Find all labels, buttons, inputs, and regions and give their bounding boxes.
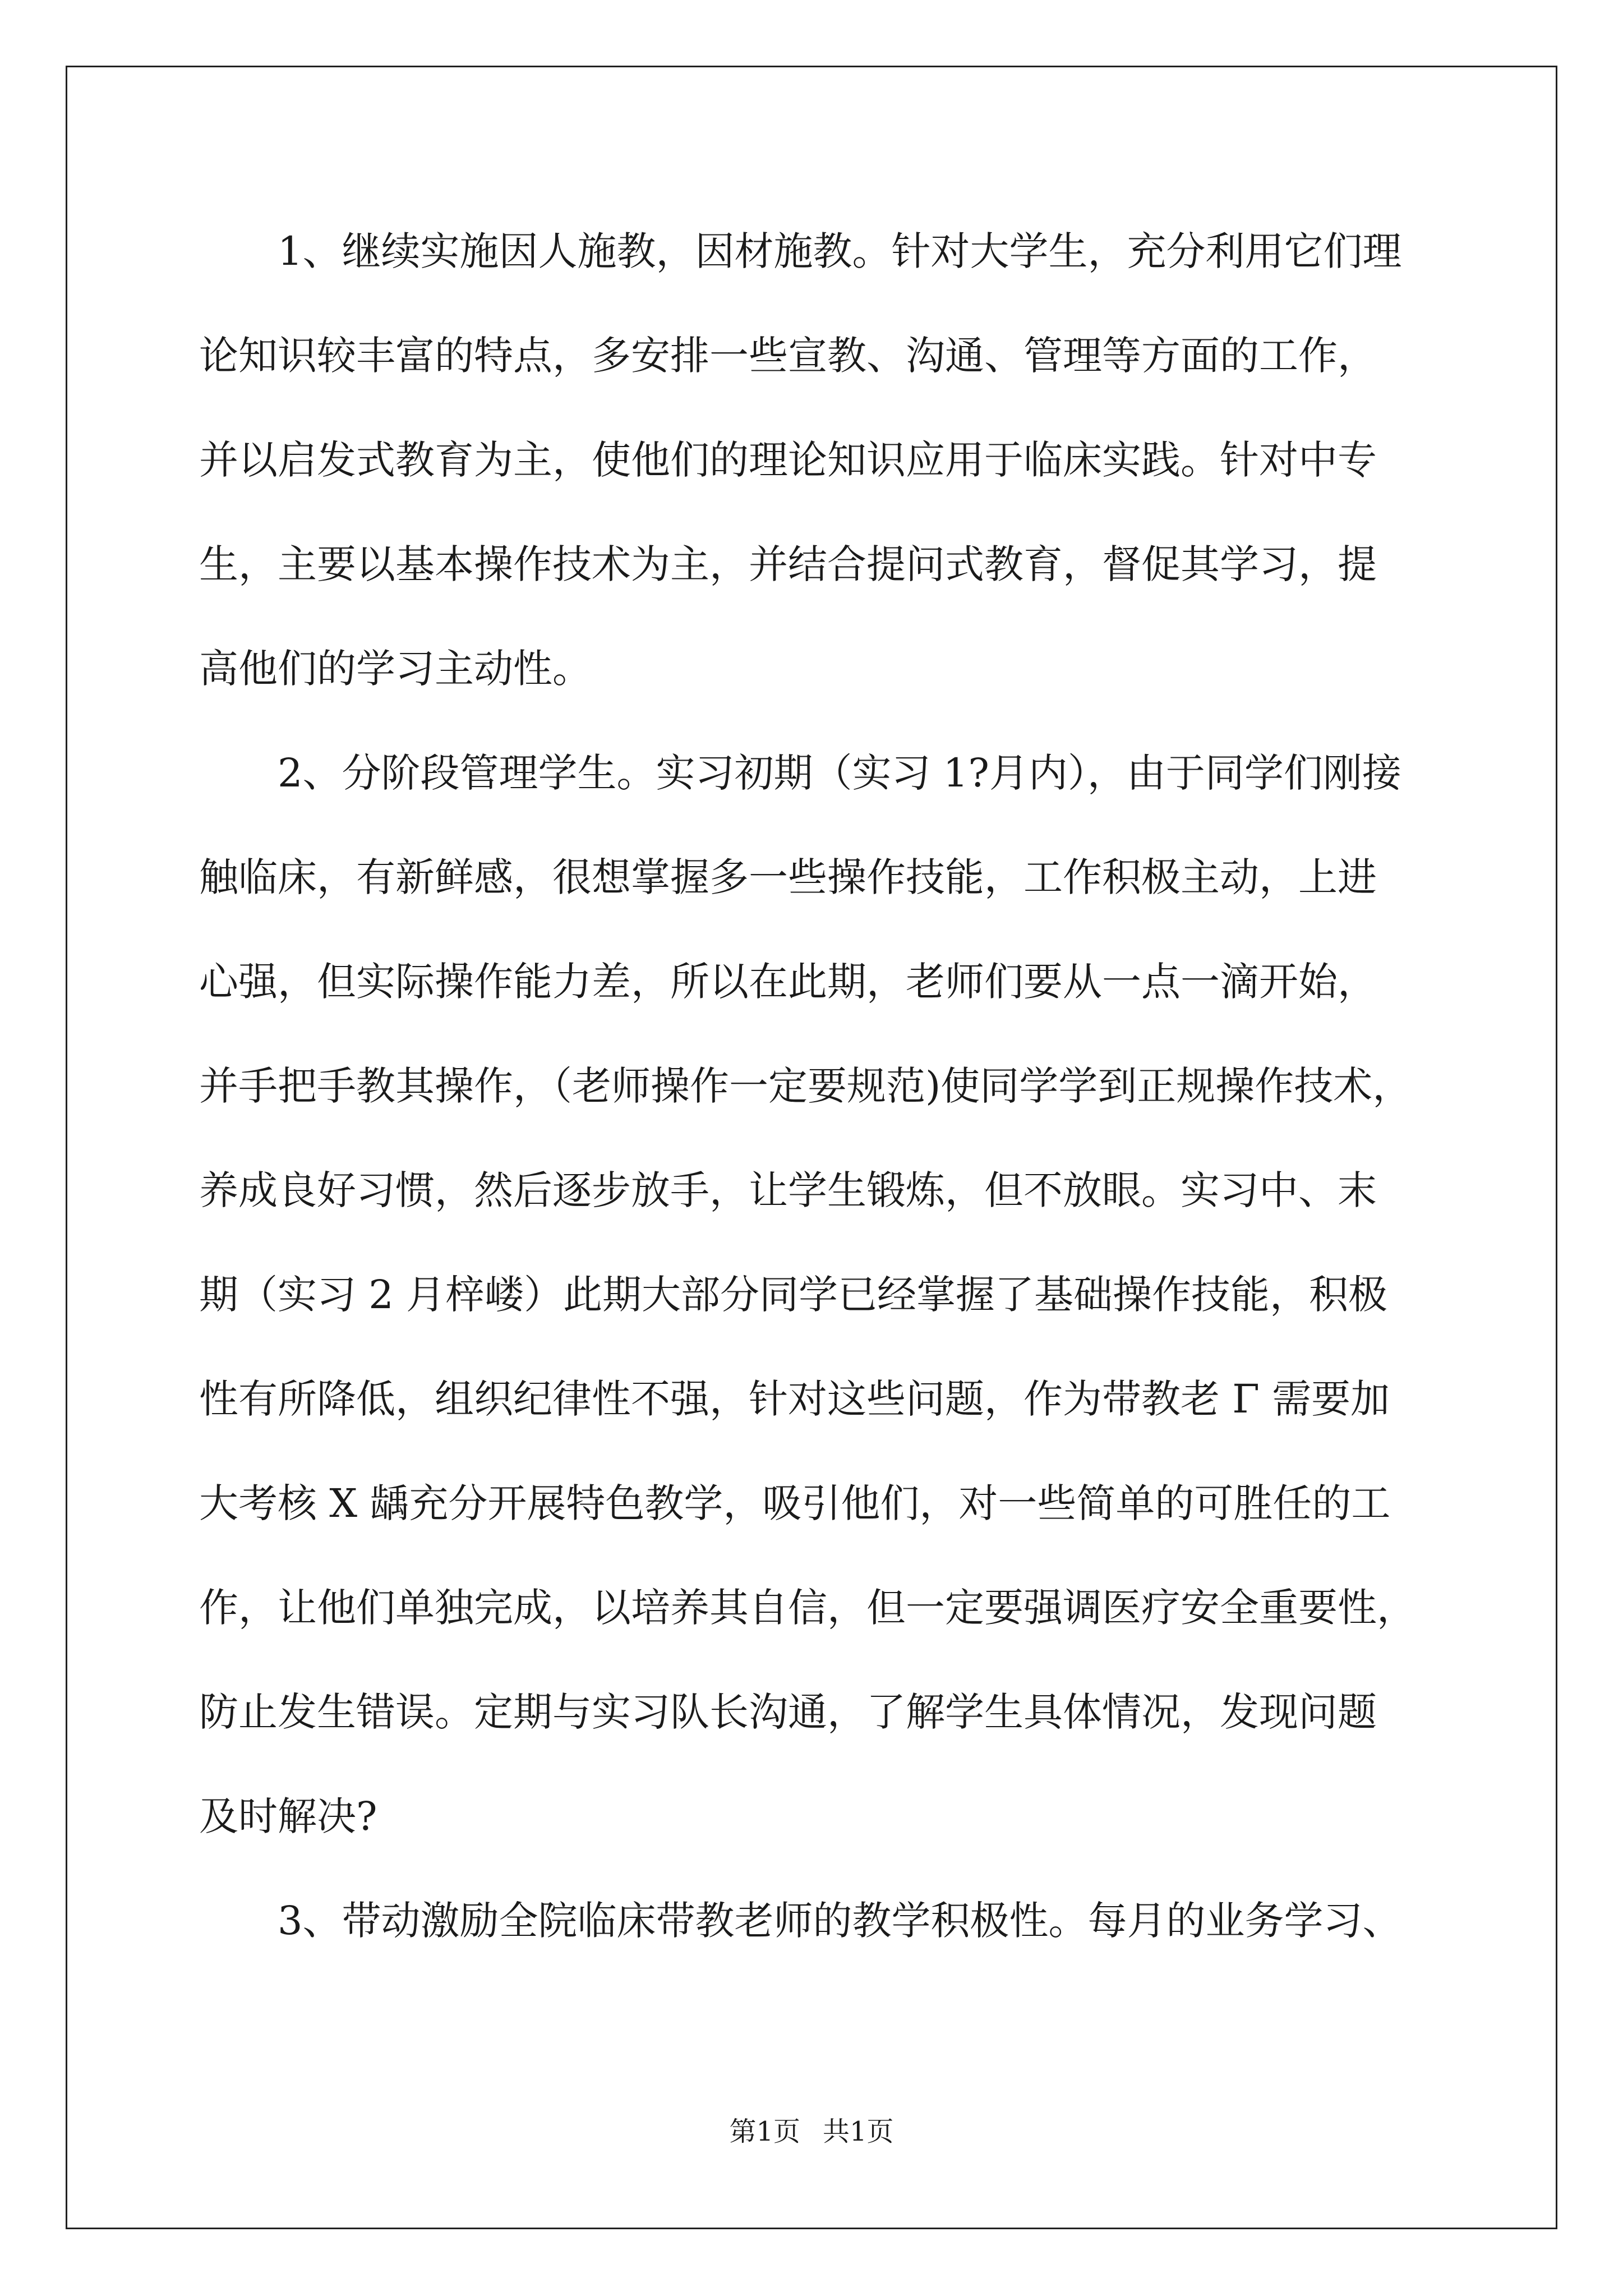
text-line: 心强，但实际操作能力差，所以在此期，老师们要从一点一滴开始，	[199, 959, 1377, 1005]
text-line: 触临床，有新鲜感，很想掌握多一些操作技能，工作积极主动，上进	[199, 854, 1377, 900]
text-line: 大考核 X 龋充分开展特色教学，吸引他们，对一些简单的可胜任的工	[199, 1480, 1391, 1526]
text-line: 养成良好习惯，然后逐步放手，让学生锻炼，但不放眼。实习中、末	[199, 1167, 1377, 1213]
document-body	[199, 218, 1424, 1991]
text-line: 1、继续实施因人施教，因材施教。针对大学生，充分利用它们理	[278, 228, 1402, 274]
text-line: 论知识较丰富的特点，多安排一些宣教、沟通、管理等方面的工作，	[199, 333, 1377, 379]
text-line: 并以启发式教育为主，使他们的理论知识应用于临床实践。针对中专	[199, 437, 1377, 483]
text-line: 高他们的学习主动性。	[199, 646, 592, 692]
text-line: 生，主要以基本操作技术为主，并结合提问式教育，督促其学习，提	[199, 541, 1377, 587]
text-line: 防止发生错误。定期与实习队长沟通，了解学生具体情况，发现问题	[199, 1689, 1377, 1735]
text-line: 及时解决?	[199, 1793, 377, 1839]
text-line: 并手把手教其操作，（老师操作一定要规范)使同学学到正规操作技术，	[199, 1063, 1412, 1109]
text-line: 2、分阶段管理学生。实习初期（实习 1?月内），由于同学们刚接	[278, 750, 1401, 796]
text-line: 作，让他们单独完成，以培养其自信，但一定要强调医疗安全重要性，	[199, 1585, 1416, 1631]
page-footer	[0, 2115, 1623, 2148]
text-line: 性有所降低，组织纪律性不强，针对这些问题，作为带教老 Γ 需要加	[199, 1376, 1390, 1422]
page-number: 第1页	[729, 2116, 800, 2147]
page-total: 共1页	[823, 2116, 894, 2147]
text-line: 3、带动激励全院临床带教老师的教学积极性。每月的业务学习、	[278, 1898, 1402, 1944]
text-line: 期（实习 2 月梓嵝）此期大部分同学已经掌握了基础操作技能，积极	[199, 1272, 1388, 1318]
